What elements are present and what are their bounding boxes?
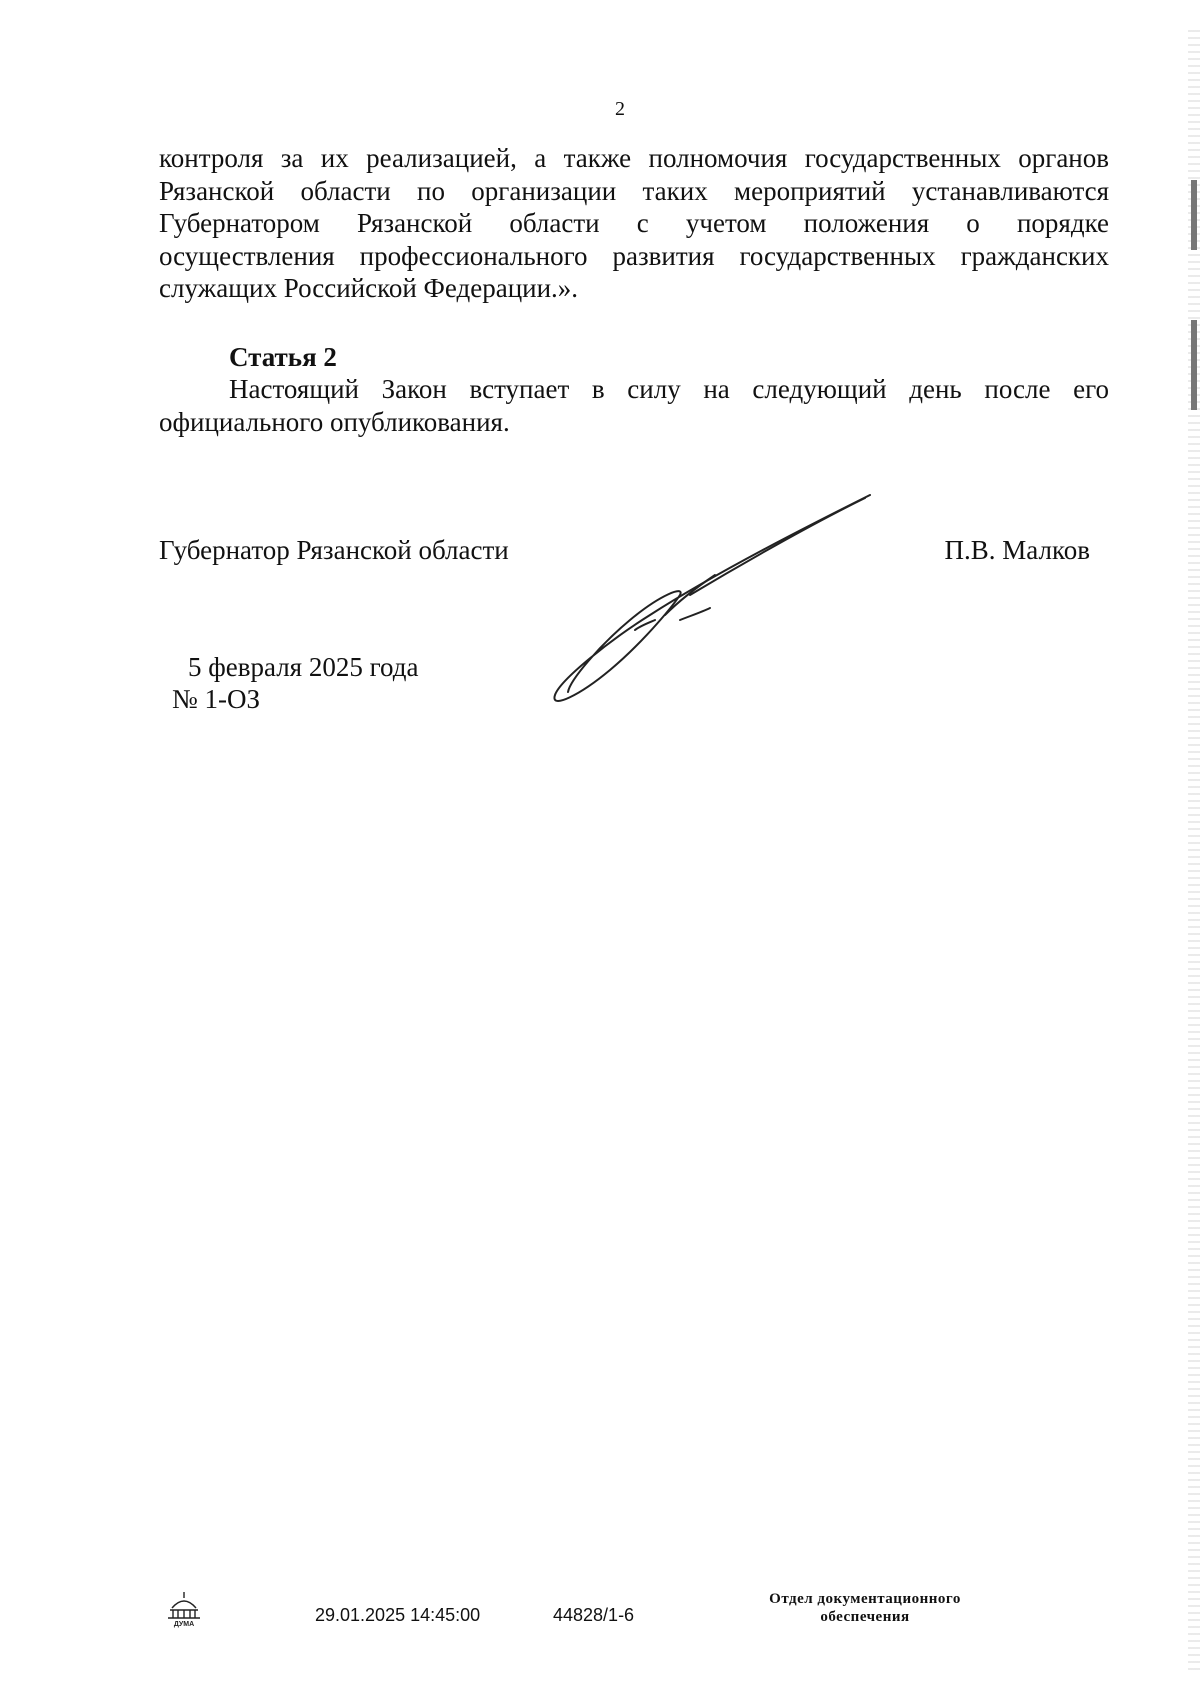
footer-timestamp: 29.01.2025 14:45:00 [315, 1605, 481, 1625]
body-line: осуществления профессионального развития государственных гражданских [159, 240, 1109, 271]
document-date: 5 февраля 2025 года [188, 652, 419, 682]
article-line: официального опубликования. [159, 406, 510, 437]
logo-text: ДУМА [173, 1621, 195, 1628]
body-line: Губернатором Рязанской области с учетом положения о порядке [159, 208, 1109, 238]
footer-department [725, 1590, 1005, 1626]
document-number: № 1-ОЗ [172, 684, 261, 714]
scan-edge-mark [1191, 320, 1197, 410]
scan-edge-artifact [1188, 30, 1200, 1670]
signer-title: Губернатор Рязанской области [159, 535, 509, 565]
duma-logo-icon [164, 1588, 204, 1628]
article-text [159, 373, 1109, 438]
footer-department-line: обеспечения [820, 1609, 910, 1625]
footer-department-line: Отдел документационного [769, 1591, 961, 1607]
body-line: служащих Российской Федерации.». [159, 273, 579, 303]
footer-registration-number: 44828/1-6 [553, 1605, 635, 1625]
article-heading: Статья 2 [229, 342, 337, 372]
signer-name: П.В. Малков [944, 535, 1090, 565]
body-line: Рязанской области по организации таких мероприятий устанавливаются [159, 175, 1109, 206]
article-line: Настоящий Закон вступает в силу на следующий день после его [229, 374, 1109, 404]
body-line: контроля за их реализацией, а также полномочия государственных органов [159, 143, 1109, 173]
scan-edge-mark [1191, 180, 1197, 250]
law-body-text [159, 142, 1109, 305]
page-number: 2 [615, 98, 625, 120]
handwritten-signature [540, 480, 880, 720]
